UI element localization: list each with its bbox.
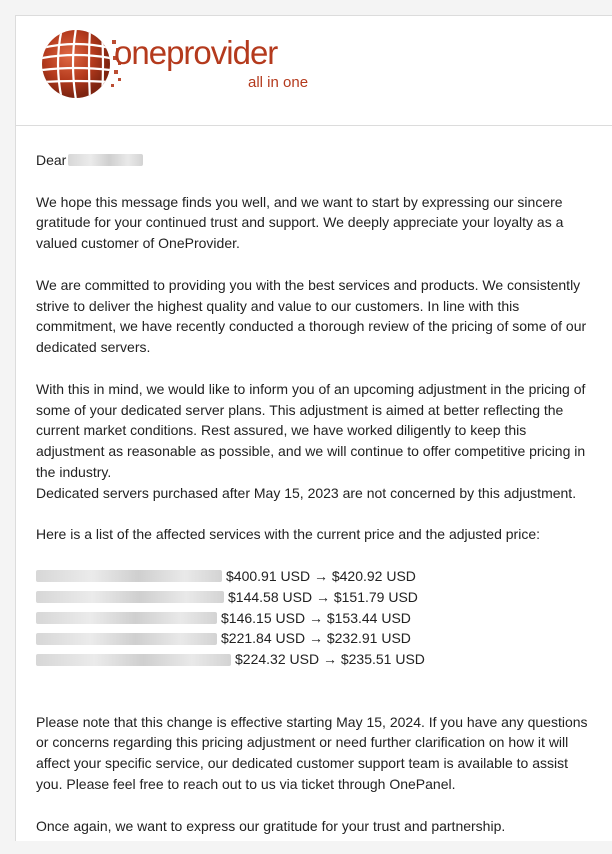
- spacer: [36, 691, 598, 712]
- brand-tagline: all in one: [248, 74, 309, 91]
- greeting-text: Dear: [36, 152, 67, 168]
- service-price: $146.15 USD → $153.44 USD: [221, 609, 411, 626]
- redacted-service-name: [36, 633, 217, 645]
- bottom-strip: [0, 841, 612, 854]
- list-intro: Here is a list of the affected services with the current price and the adjusted price:: [36, 526, 540, 543]
- services-list: [36, 566, 598, 670]
- paragraph-commitment: We are committed to providing you with the best services and products. We consistently strive to deliver the highest quality and value to our customers. In line with this commitment, we have recently conducted a thorough review of the pricing of some of our dedicated servers.: [36, 276, 587, 356]
- redacted-service-name: [36, 570, 222, 582]
- service-price: $221.84 USD → $232.91 USD: [221, 630, 411, 647]
- email-body: [15, 15, 612, 841]
- redacted-service-name: [36, 591, 224, 603]
- service-row: [36, 587, 598, 608]
- redacted-name: [68, 154, 143, 166]
- spacer: [36, 670, 598, 691]
- service-price: $224.32 USD → $235.51 USD: [235, 651, 425, 668]
- adjustment-note: Dedicated servers purchased after May 15, 2023 are not concerned by this adjustment.: [36, 484, 577, 501]
- brand-name-light: one: [114, 34, 167, 71]
- oneprovider-logo: [34, 18, 324, 108]
- service-row: [36, 566, 598, 587]
- globe-icon: [34, 18, 124, 108]
- email-header: [16, 16, 612, 126]
- brand-name-bold: provider: [166, 34, 278, 71]
- service-row: [36, 628, 598, 649]
- adjustment-text: With this in mind, we would like to inform you of an upcoming adjustment in the pricing of some of your dedicated server plans. This adjustment is aimed at better reflecting the current market conditions. Rest assured, we have worked diligently to keep this adjustment as reasonable as possible, and we will continue to offer competitive pricing in the industry.: [36, 380, 586, 480]
- service-row: [36, 649, 598, 670]
- paragraph-closing: Once again, we want to express our gratitude for your trust and partnership.: [36, 817, 506, 834]
- paragraph-effective: Please note that this change is effective starting May 15, 2024. If you have any questions or concerns regarding this pricing adjustment or need further clarification on how it will affect your specific service, our dedicated customer support team is available to assist you. Please feel free to reach out to us via ticket through OnePanel.: [36, 713, 588, 792]
- brand-wordmark: [114, 36, 277, 69]
- email-content: [36, 150, 598, 841]
- greeting: [36, 150, 598, 171]
- service-price: $400.91 USD → $420.92 USD: [226, 567, 416, 584]
- service-row: [36, 608, 598, 629]
- redacted-service-name: [36, 654, 231, 666]
- paragraph-intro: We hope this message finds you well, and we want to start by expressing our sincere gratitude for your continued trust and support. We deeply appreciate your loyalty as a valued customer of OneProvider.: [36, 193, 564, 252]
- paragraph-adjustment: [36, 379, 598, 504]
- top-strip: [0, 0, 612, 15]
- service-price: $144.58 USD → $151.79 USD: [228, 588, 418, 605]
- redacted-service-name: [36, 612, 217, 624]
